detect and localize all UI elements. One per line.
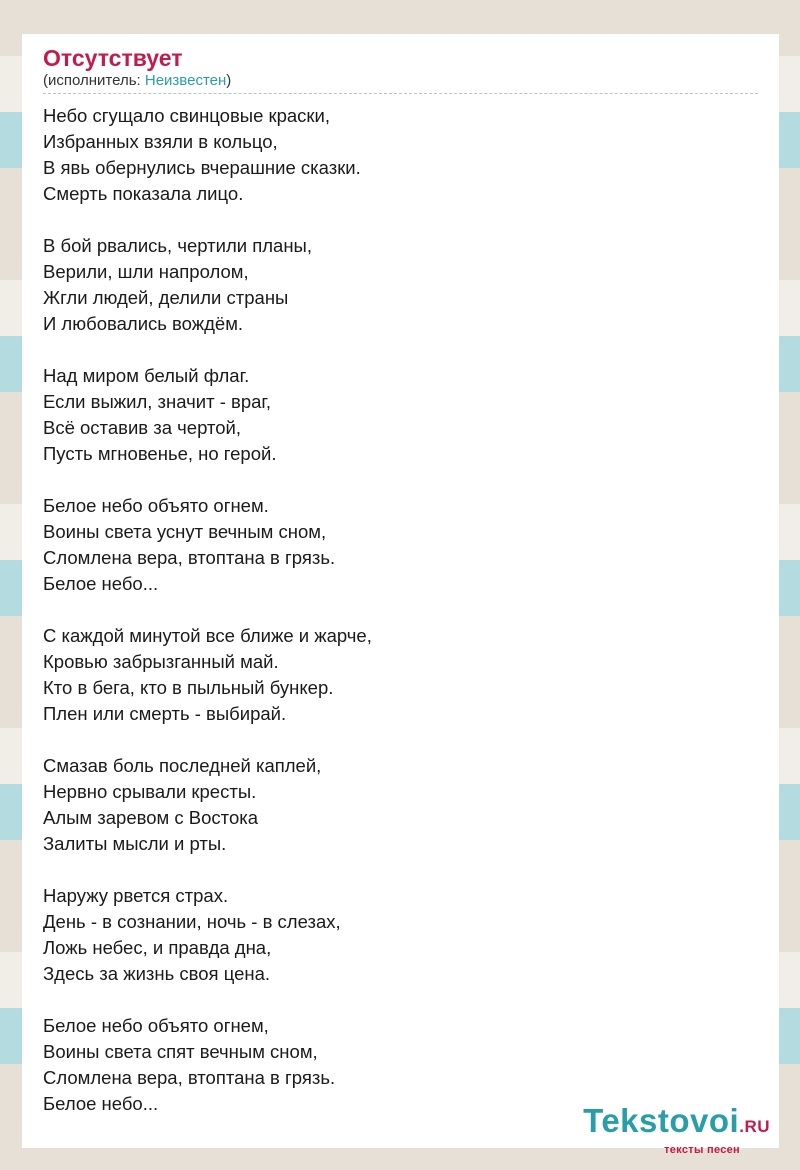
title-divider — [43, 93, 758, 94]
lyrics-line: Воины света уснут вечным сном, — [43, 521, 327, 542]
lyrics-line: В явь обернулись вчерашние сказки. — [43, 157, 361, 178]
lyrics-line: Белое небо объято огнем, — [43, 1015, 269, 1036]
lyrics-line: И любовались вождём. — [43, 313, 244, 334]
lyrics-line: Нервно срывали кресты. — [43, 781, 257, 802]
lyrics-line: С каждой минутой все ближе и жарче, — [43, 625, 372, 646]
lyrics-line: Над миром белый флаг. — [43, 365, 250, 386]
artist-suffix: ) — [226, 72, 232, 89]
lyrics-line: Плен или смерть - выбирай. — [43, 703, 287, 724]
lyrics-line: Всё оставив за чертой, — [43, 417, 241, 438]
lyrics-line: Ложь небес, и правда дна, — [43, 937, 272, 958]
lyrics-line: Воины света спят вечным сном, — [43, 1041, 318, 1062]
lyrics-stanza — [43, 363, 759, 467]
lyrics-line: Сломлена вера, втоптана в грязь. — [43, 1067, 336, 1088]
lyrics-line: Здесь за жизнь своя цена. — [43, 963, 271, 984]
lyrics-stanza — [43, 493, 759, 597]
song-title: Отсутствует — [43, 45, 183, 71]
lyrics-line: Сломлена вера, втоптана в грязь. — [43, 547, 336, 568]
lyrics-stanza — [43, 753, 759, 857]
lyrics-line: Пусть мгновенье, но герой. — [43, 443, 277, 464]
artist-link[interactable]: Неизвестен — [144, 72, 227, 89]
lyrics-line: День - в сознании, ночь - в слезах, — [43, 911, 341, 932]
lyrics-card — [22, 34, 779, 1148]
lyrics-line: Смерть показала лицо. — [43, 183, 244, 204]
logo-text: Tekstovoi — [583, 1102, 740, 1139]
lyrics-line: Смазав боль последней каплей, — [43, 755, 322, 776]
logo-tld: .RU — [739, 1117, 770, 1136]
lyrics-line: Если выжил, значит - враг, — [43, 391, 272, 412]
site-logo[interactable] — [583, 1104, 770, 1156]
lyrics-line: Наружу рвется страх. — [43, 885, 229, 906]
lyrics-line: Белое небо... — [43, 573, 159, 594]
artist-prefix: (исполнитель: — [43, 72, 145, 89]
lyrics-line: Избранных взяли в кольцо, — [43, 131, 278, 152]
lyrics-line: Жгли людей, делили страны — [43, 287, 289, 308]
lyrics-line: Залиты мысли и рты. — [43, 833, 227, 854]
lyrics-line: Кто в бега, кто в пыльный бункер. — [43, 677, 334, 698]
logo-tagline: тексты песен — [664, 1144, 740, 1156]
artist-line — [43, 72, 759, 90]
lyrics-line: Верили, шли напролом, — [43, 261, 249, 282]
lyrics-line: В бой рвались, чертили планы, — [43, 235, 312, 256]
lyrics-line: Белое небо... — [43, 1093, 159, 1114]
lyrics-stanza — [43, 103, 759, 207]
lyrics-line: Небо сгущало свинцовые краски, — [43, 105, 331, 126]
lyrics-line: Кровью забрызганный май. — [43, 651, 279, 672]
lyrics-line: Алым заревом с Востока — [43, 807, 259, 828]
lyrics-body — [43, 103, 759, 1117]
lyrics-stanza — [43, 233, 759, 337]
lyrics-stanza — [43, 623, 759, 727]
lyrics-stanza — [43, 883, 759, 987]
lyrics-line: Белое небо объято огнем. — [43, 495, 269, 516]
